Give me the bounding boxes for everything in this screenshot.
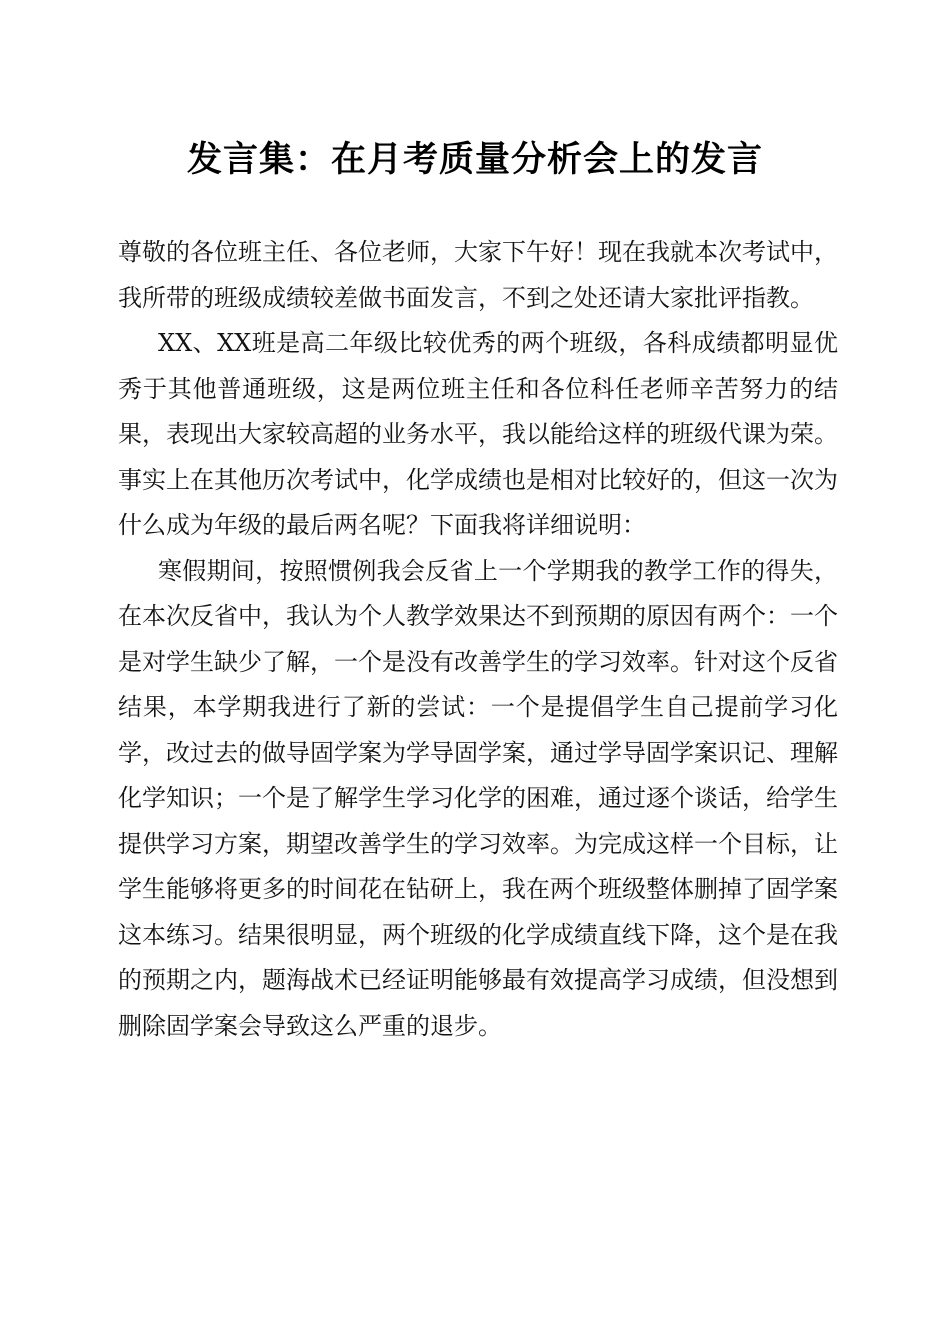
document-body: [118, 230, 838, 1049]
paragraph-greeting: 尊敬的各位班主任、各位老师，大家下午好！现在我就本次考试中，我所带的班级成绩较差做书面发言，不到之处还请大家批评指教。: [118, 238, 838, 312]
document-title: 发言集：在月考质量分析会上的发言: [186, 139, 763, 180]
paragraph-class-background: XX、XX班是高二年级比较优秀的两个班级，各科成绩都明显优秀于其他普通班级，这是两位班主任和各位科任老师辛苦努力的结果，表现出大家较高超的业务水平，我以能给这样的班级代课为荣。事实上在其他历次考试中，化学成绩也是相对比较好的，但这一次为什么成为年级的最后两名呢？下面我将详细说明：: [118, 329, 838, 539]
paragraph-reflection: 寒假期间，按照惯例我会反省上一个学期我的教学工作的得失，在本次反省中，我认为个人教学效果达不到预期的原因有两个：一个是对学生缺少了解，一个是没有改善学生的学习效率。针对这个反省结果，本学期我进行了新的尝试：一个是提倡学生自己提前学习化学，改过去的做导固学案为学导固学案，通过学导固学案识记、理解化学知识；一个是了解学生学习化学的困难，通过逐个谈话，给学生提供学习方案，期望改善学生的学习效率。为完成这样一个目标，让学生能够将更多的时间花在钻研上，我在两个班级整体删掉了固学案这本练习。结果很明显，两个班级的化学成绩直线下降，这个是在我的预期之内，题海战术已经证明能够最有效提高学习成绩，但没想到删除固学案会导致这么严重的退步。: [118, 556, 838, 1040]
